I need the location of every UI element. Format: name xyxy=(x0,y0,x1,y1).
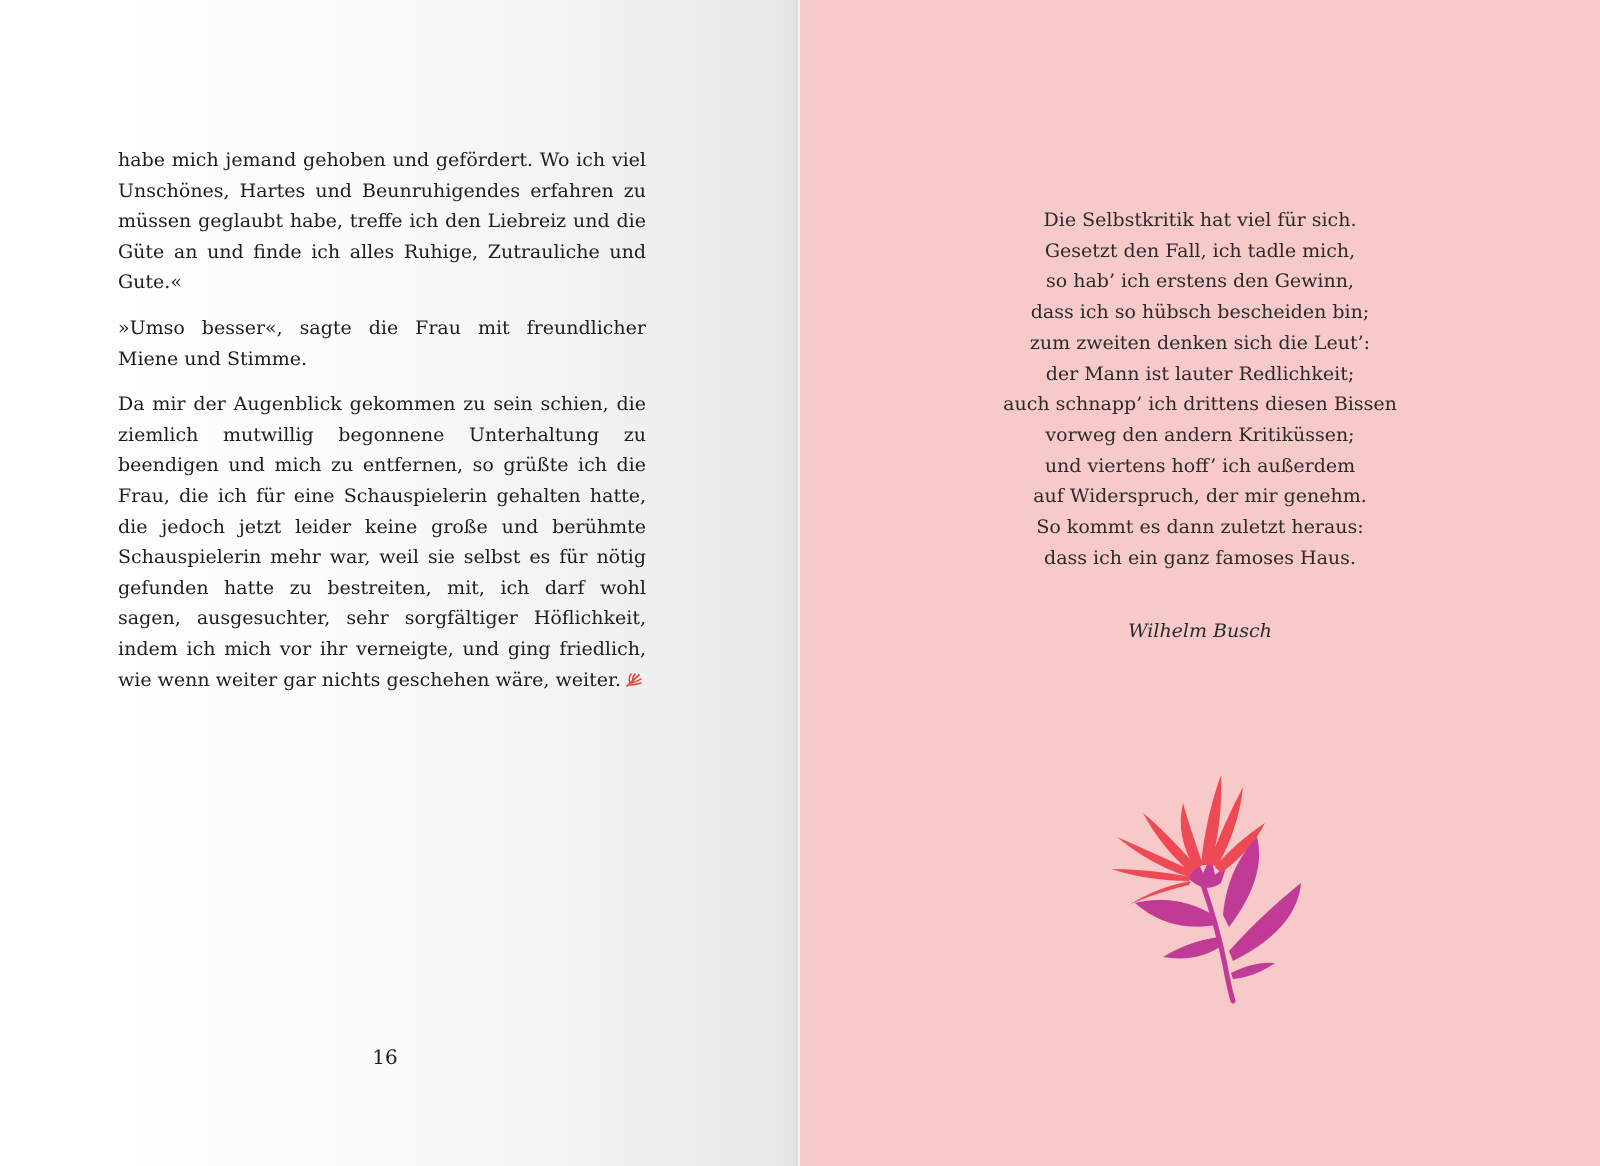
poem-line: dass ich ein ganz famoses Haus. xyxy=(1044,546,1356,569)
paragraph-2: »Umso besser«, sagte die Frau mit freundlicher Miene und Stimme. xyxy=(118,316,646,370)
poem-line: dass ich so hübsch bescheiden bin; xyxy=(1030,301,1370,324)
flower-illustration xyxy=(1105,765,1320,1005)
poem-line: vorweg den andern Kritiküssen; xyxy=(1045,423,1355,446)
poem-line: der Mann ist lauter Redlichkeit; xyxy=(1045,362,1355,385)
poem-line: und viertens hoff’ ich außerdem xyxy=(1044,454,1356,477)
page-number: 16 xyxy=(372,1045,398,1069)
poem-author: Wilhelm Busch xyxy=(1128,620,1272,642)
poem-line: auf Widerspruch, der mir genehm. xyxy=(1033,485,1367,508)
poem-line: Gesetzt den Fall, ich tadle mich, xyxy=(1044,239,1356,262)
left-page xyxy=(0,0,798,1166)
poem-line: Die Selbstkritik hat viel für sich. xyxy=(1043,209,1357,231)
paragraph-3-text: Da mir der Augenblick gekommen zu sein schien, die ziemlich mutwillig begonnene Unterhaltung zu beendigen und mich zu entfernen, so grüßte ich die Frau, die ich für eine Schauspielerin gehalten hatte, die jedoch jetzt leider keine große und berühmte Schauspielerin mehr war, weil sie selbst es für nötig gefunden hatte zu bestreiten, mit, ich darf wohl sagen, ausgesuchter, sehr sorgfältiger Höflichkeit, indem ich mich vor ihr verneigte, und ging friedlich, wie wenn weiter gar nichts geschehen wäre, weiter. xyxy=(118,393,646,691)
book-gutter xyxy=(792,0,800,1166)
paragraph-3 xyxy=(118,389,646,697)
poem-line: so hab’ ich erstens den Gewinn, xyxy=(1046,270,1354,293)
body-text xyxy=(118,145,646,712)
leaf-sprig-icon xyxy=(625,667,643,698)
poem-line: zum zweiten denken sich die Leut’: xyxy=(1029,331,1371,354)
poem-line: So kommt es dann zuletzt heraus: xyxy=(1036,516,1364,539)
poem xyxy=(800,205,1600,573)
paragraph-1: habe mich jemand gehoben und gefördert. Wo ich viel Unschönes, Hartes und Beunruhigendes erfahren zu müssen geglaubt habe, treffe ich den Liebreiz und die Güte an und finde ich alles Ruhige, Zutrauliche und Gute.« xyxy=(118,149,646,294)
poem-line: auch schnapp’ ich drittens diesen Bissen xyxy=(1003,393,1397,416)
